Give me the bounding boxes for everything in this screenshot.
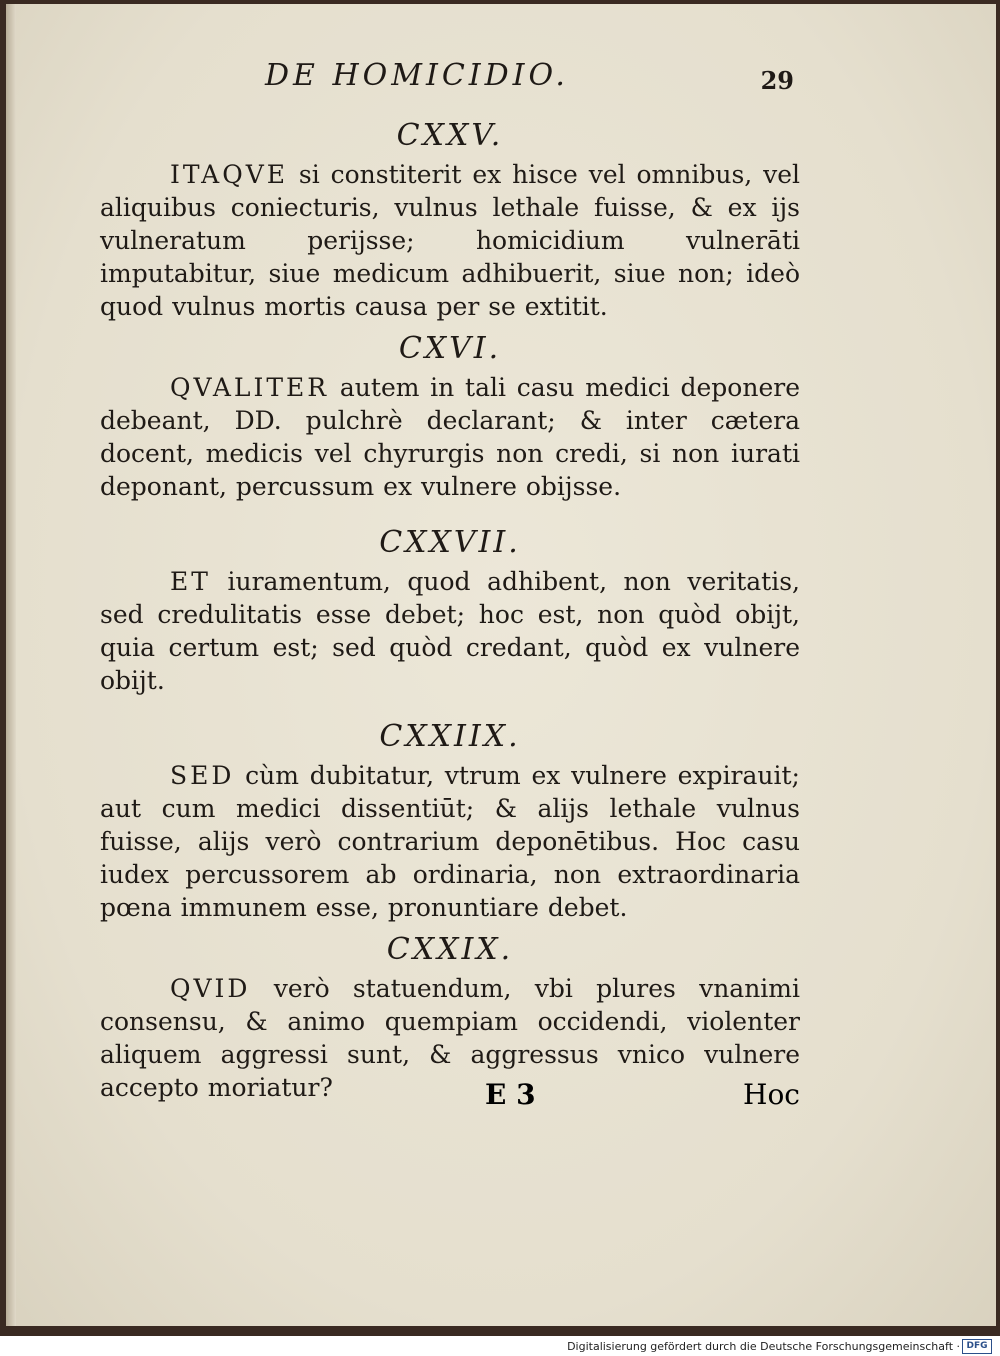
- section-heading: CXXVII.: [379, 525, 521, 560]
- signature-mark: E 3: [485, 1078, 536, 1111]
- section-heading: CXXIX.: [386, 932, 514, 967]
- paragraph-lead: ITAQVE: [170, 160, 289, 189]
- section-paragraph: [100, 759, 800, 924]
- paragraph-lead: ET: [170, 567, 211, 596]
- paragraph-lead: QVID: [170, 974, 251, 1003]
- page-text-block: [100, 58, 800, 1112]
- running-title: DE HOMICIDIO.: [265, 58, 569, 93]
- section-cxxv: [100, 118, 800, 323]
- section-cxvi: [100, 331, 800, 503]
- paragraph-text: verò statuendum, vbi plures vnanimi consensu, & animo quempiam occidendi, violenter aliquem aggressi sunt, & aggressus vnico vulnere accepto moriatur?: [100, 974, 801, 1102]
- paragraph-text: autem in tali casu medici deponere debeant, DD. pulchrè declarant; & inter cætera docent, medicis vel chyrurgis non credi, si non iurati deponant, percussum ex vulnere obijsse.: [100, 373, 801, 501]
- section-paragraph: [100, 565, 800, 697]
- credit-text: Digitalisierung gefördert durch die Deutsche Forschungsgemeinschaft ·: [567, 1340, 960, 1353]
- section-cxxvii: [100, 525, 800, 697]
- dfg-logo-icon: DFG: [962, 1339, 992, 1354]
- paragraph-lead: QVALITER: [170, 373, 330, 402]
- section-heading: CXXIIX.: [379, 719, 521, 754]
- paragraph-text: si constiterit ex hisce vel omnibus, vel aliquibus coniecturis, vulnus lethale fuisse, & ex ijs vulneratum perijsse; homicidium vulnerāti imputabitur, siue medicum adhibuerit, siue non; ideò quod vulnus mortis causa per se extitit.: [100, 160, 800, 321]
- section-paragraph: [100, 371, 800, 503]
- running-head: [100, 58, 800, 118]
- section-heading: CXXV.: [396, 118, 504, 153]
- page-number: 29: [760, 66, 794, 95]
- paragraph-text: cùm dubitatur, vtrum ex vulnere expirauit; aut cum medici dissentiūt; & alijs lethale vulnus fuisse, alijs verò contrarium deponētibus. Hoc casu iudex percussorem ab ordinaria, non extraordinaria pœna immunem esse, pronuntiare debet.: [100, 761, 800, 922]
- paragraph-lead: SED: [170, 761, 235, 790]
- section-paragraph: [100, 158, 800, 323]
- page-binding-edge: [6, 4, 16, 1326]
- catchword: Hoc: [743, 1078, 800, 1111]
- paragraph-text: iuramentum, quod adhibent, non veritatis, sed credulitatis esse debet; hoc est, non quòd obijt, quia certum est; sed quòd credant, quòd ex vulnere obijt.: [100, 567, 800, 695]
- page-footer: [100, 1078, 800, 1118]
- section-heading: CXVI.: [398, 331, 502, 366]
- digitization-credit: [0, 1336, 1000, 1356]
- section-cxxiix: [100, 719, 800, 924]
